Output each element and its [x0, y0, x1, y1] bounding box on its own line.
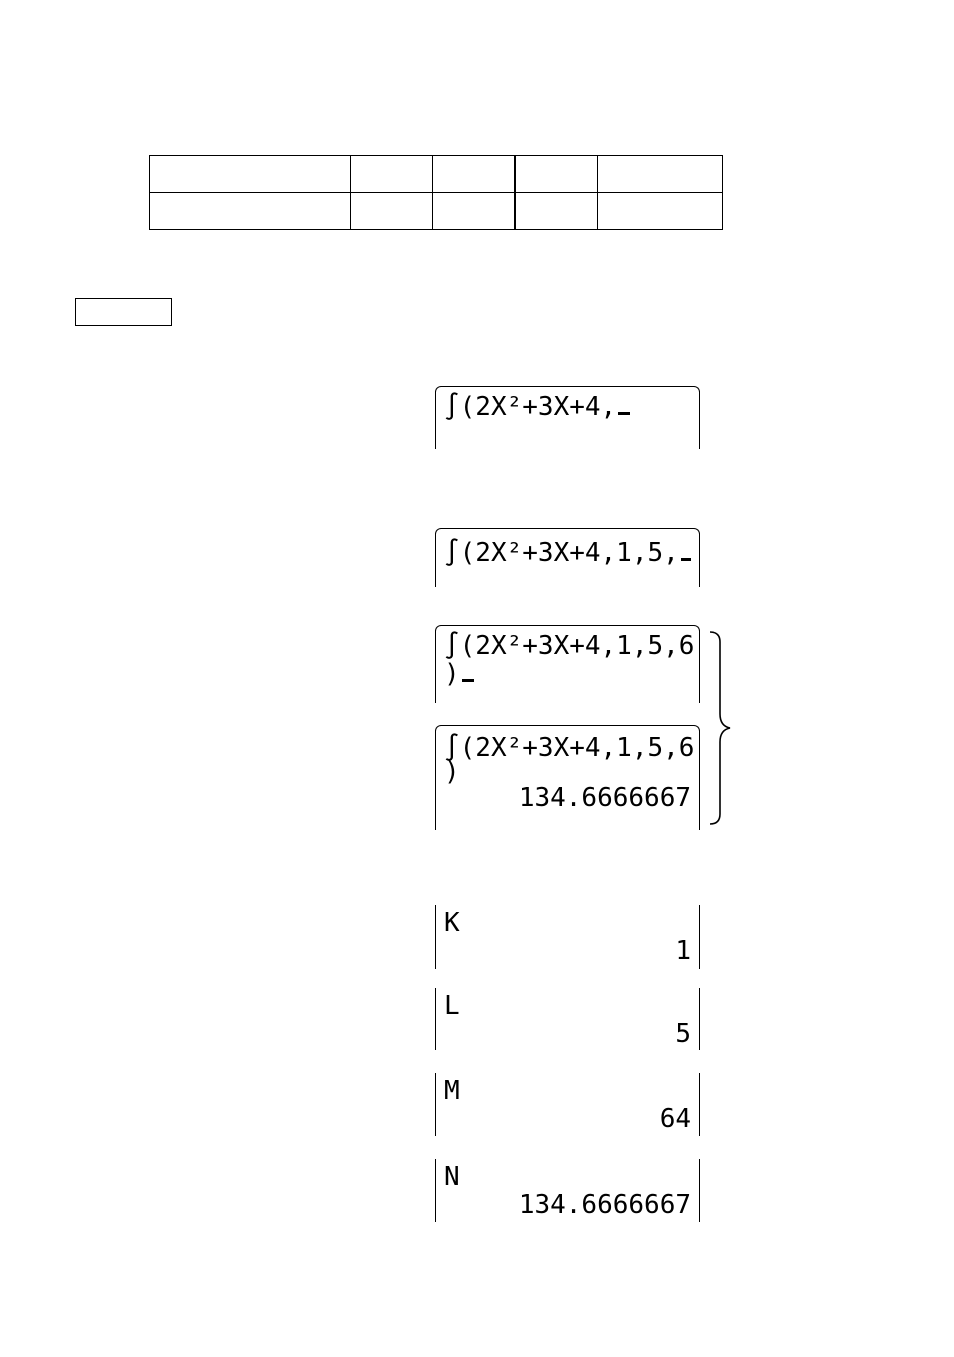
result-value: 134.6666667 — [518, 783, 691, 813]
table-cell — [598, 156, 723, 193]
table-cell — [433, 193, 516, 230]
cursor-icon — [681, 558, 691, 561]
screen-line: ∫(2X²+3X+4,1,5,6 — [444, 631, 695, 661]
header-grid-table — [149, 155, 723, 230]
variable-name: L — [444, 991, 460, 1021]
table-cell — [598, 193, 723, 230]
cursor-icon — [462, 679, 474, 682]
variable-screen-l — [435, 988, 700, 1050]
table-cell — [515, 193, 598, 230]
table-cell — [150, 156, 351, 193]
variable-name: N — [444, 1162, 460, 1192]
screen-line: ∫(2X²+3X+4,1,5,6 — [444, 733, 695, 763]
table-cell — [351, 193, 433, 230]
lcd-screen-2 — [435, 528, 700, 587]
cursor-icon — [618, 412, 630, 415]
right-brace-icon — [708, 630, 732, 826]
variable-value: 1 — [675, 936, 691, 966]
variable-value: 64 — [659, 1104, 691, 1134]
variable-value: 134.6666667 — [518, 1190, 691, 1220]
table-cell — [433, 156, 516, 193]
table-cell — [515, 156, 598, 193]
variable-value: 5 — [675, 1019, 691, 1049]
variable-screen-m — [435, 1073, 700, 1136]
lcd-screen-4 — [435, 725, 700, 830]
variable-name: K — [444, 908, 460, 938]
screen-line: ∫(2X²+3X+4,1,5, — [436, 539, 699, 567]
screen-line: ∫(2X²+3X+4, — [436, 393, 699, 421]
screen-line: ) — [436, 660, 699, 688]
lcd-screen-3 — [435, 625, 700, 703]
lcd-screen-1 — [435, 386, 700, 449]
table-cell — [150, 193, 351, 230]
variable-screen-k — [435, 905, 700, 969]
example-label-box — [75, 298, 172, 326]
table-row — [150, 156, 723, 193]
variable-screen-n — [435, 1159, 700, 1222]
screen-line: ) — [444, 757, 460, 787]
table-cell — [351, 156, 433, 193]
variable-name: M — [444, 1076, 460, 1106]
table-row — [150, 193, 723, 230]
